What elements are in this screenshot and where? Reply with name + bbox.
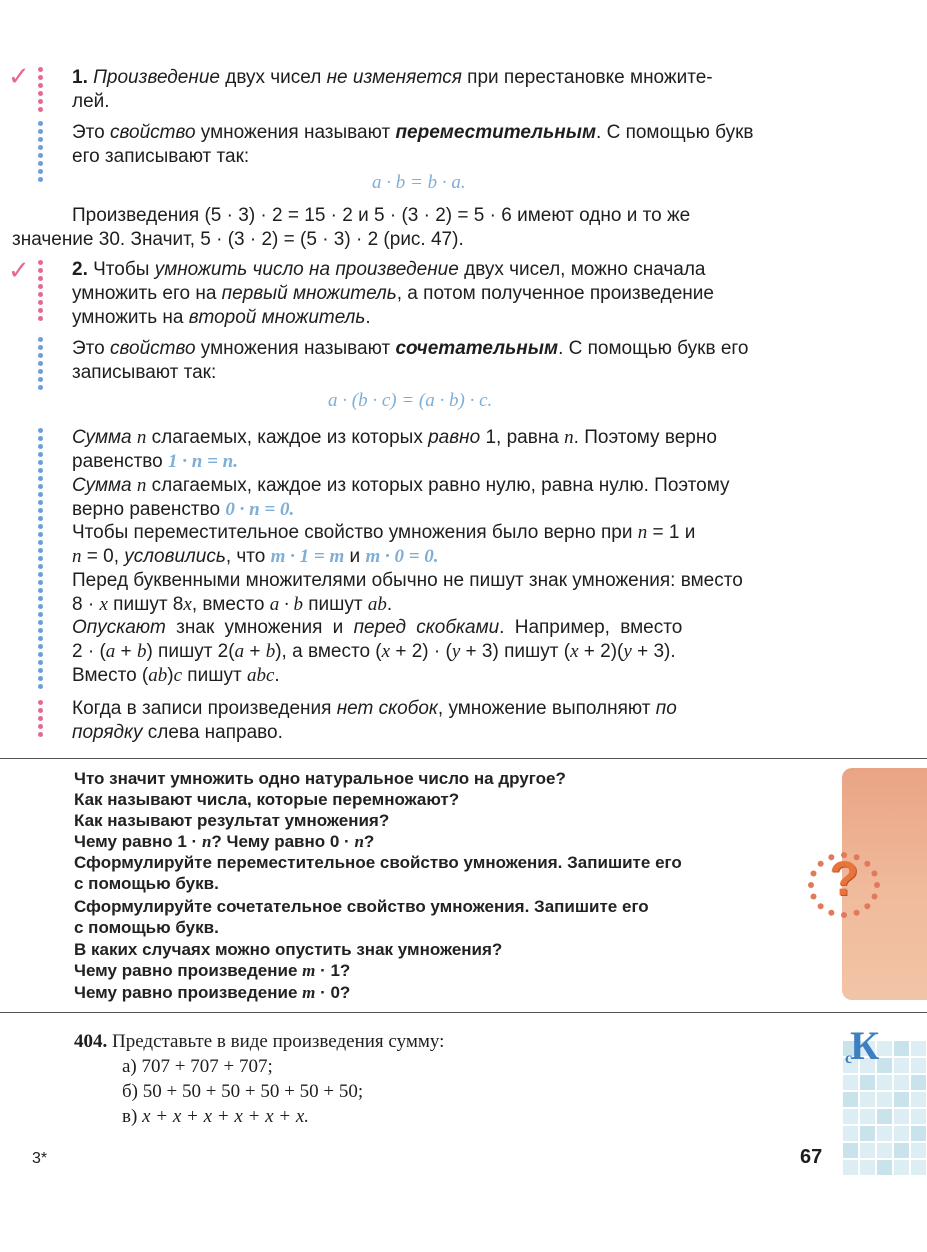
grid-cell [894, 1092, 909, 1107]
margin-dot [38, 268, 43, 273]
margin-dot [38, 572, 43, 577]
margin-dots-pink [38, 67, 44, 115]
brackets-line1: Опускают знак умножения и перед скобками. Например, вместо [72, 617, 683, 638]
margin-dot [38, 260, 43, 265]
question-2: Как называют числа, которые перемножают? [74, 790, 460, 809]
question-5-cont: с помощью букв. [74, 874, 219, 893]
grid-cell [877, 1041, 892, 1056]
grid-cell [860, 1143, 875, 1158]
grid-cell [860, 1092, 875, 1107]
margin-dot [38, 708, 43, 713]
section-divider-top [0, 758, 927, 759]
page-number: 67 [800, 1146, 823, 1168]
grid-cell [843, 1075, 858, 1090]
margin-dot [38, 596, 43, 601]
margin-dot [38, 700, 43, 705]
margin-dot [38, 652, 43, 657]
exercise-404-b: б) 50 + 50 + 50 + 50 + 50 + 50; [122, 1081, 364, 1102]
question-8: Чему равно произведение m · 1? [74, 961, 351, 980]
grid-cell [911, 1075, 926, 1090]
margin-dot [38, 337, 43, 342]
margin-dot [38, 620, 43, 625]
omit-sign-line2: 8 · x пишут 8x, вместо a · b пишут ab. [72, 594, 393, 615]
question-5: Сформулируйте переместительное свойство умножения. Запишите его [74, 853, 682, 872]
margin-dot [38, 732, 43, 737]
question-mark-icon: ? [829, 853, 859, 906]
grid-cell [911, 1143, 926, 1158]
margin-dot [38, 548, 43, 553]
ring-dot [811, 871, 817, 877]
margin-dot [38, 556, 43, 561]
margin-dot [38, 377, 43, 382]
margin-dot [38, 636, 43, 641]
associative-formula: a · (b · c) = (a · b) · c. [328, 390, 493, 411]
rule1-line2: лей. [72, 91, 110, 112]
grid-cell [911, 1041, 926, 1056]
grid-cell [894, 1058, 909, 1073]
convention-line2: n = 0, условились, что m · 1 = m и m · 0 = 0. [72, 546, 439, 567]
margin-dot [38, 580, 43, 585]
margin-dot [38, 460, 43, 465]
grid-cell [843, 1160, 858, 1175]
example-line1: Произведения (5 · 3) · 2 = 15 · 2 и 5 · (3 · 2) = 5 · 6 имеют одно и то же [72, 205, 691, 226]
margin-dot [38, 300, 43, 305]
rule1-line1: 1. Произведение двух чисел не изменяется при перестановке множите- [72, 67, 713, 88]
sum-ones-line: Сумма n слагаемых, каждое из которых равно 1, равна n. Поэтому верно [72, 427, 717, 448]
margin-dot [38, 524, 43, 529]
margin-dot [38, 83, 43, 88]
margin-dot [38, 604, 43, 609]
order-line2: порядку слева направо. [72, 722, 283, 743]
grid-cell [894, 1109, 909, 1124]
grid-cell [877, 1109, 892, 1124]
convention-line1: Чтобы переместительное свойство умножения было верно при n = 1 и [72, 522, 696, 543]
grid-cell [860, 1109, 875, 1124]
margin-dot [38, 284, 43, 289]
identity-zero-line: верно равенство 0 · n = 0. [72, 499, 295, 520]
margin-dot [38, 644, 43, 649]
signature-mark: 3* [32, 1150, 48, 1167]
margin-dot [38, 684, 43, 689]
margin-dot [38, 660, 43, 665]
grid-cell [877, 1058, 892, 1073]
checkmark-icon: ✓ [8, 61, 30, 91]
margin-dot [38, 476, 43, 481]
associative-line1: Это свойство умножения называют сочетательным. С помощью букв его [72, 338, 749, 359]
commutative-line2: его записывают так: [72, 146, 250, 167]
associative-line2: записывают так: [72, 362, 217, 383]
margin-dots-pink [38, 700, 44, 740]
margin-dot [38, 129, 43, 134]
grid-cell [911, 1109, 926, 1124]
margin-dot [38, 716, 43, 721]
margin-dot [38, 436, 43, 441]
margin-dot [38, 121, 43, 126]
order-line1: Когда в записи произведения нет скобок, умножение выполняют по [72, 698, 677, 719]
margin-dot [38, 516, 43, 521]
grid-cell [860, 1160, 875, 1175]
grid-cell [877, 1092, 892, 1107]
grid-cell [860, 1126, 875, 1141]
margin-dot [38, 508, 43, 513]
question-6-cont: с помощью букв. [74, 918, 219, 937]
margin-dot [38, 316, 43, 321]
commutative-line1: Это свойство умножения называют переместительным. С помощью букв [72, 122, 754, 143]
grid-cell [911, 1126, 926, 1141]
exercise-404-a: а) 707 + 707 + 707; [122, 1056, 273, 1077]
margin-dot [38, 628, 43, 633]
margin-dot [38, 91, 43, 96]
margin-dot [38, 137, 43, 142]
identity-one-line: равенство 1 · n = n. [72, 451, 238, 472]
brackets-line2: 2 · (a + b) пишут 2(a + b), а вместо (x + 2) · (y + 3) пишут (x + 2)(y + 3). [72, 641, 676, 662]
rule2-line1: 2. Чтобы умножить число на произведение двух чисел, можно сначала [72, 259, 706, 280]
margin-dot [38, 345, 43, 350]
margin-dot [38, 145, 43, 150]
margin-dot [38, 588, 43, 593]
question-3: Как называют результат умножения? [74, 811, 390, 830]
example-line2: значение 30. Значит, 5 · (3 · 2) = (5 · 3) · 2 (рис. 47). [12, 229, 464, 250]
omit-sign-line1: Перед буквенными множителями обычно не пишут знак умножения: вместо [72, 570, 743, 591]
grid-cell [894, 1075, 909, 1090]
grid-cell [911, 1092, 926, 1107]
sum-zeros-line: Сумма n слагаемых, каждое из которых равно нулю, равна нулю. Поэтому [72, 475, 730, 496]
margin-dot [38, 177, 43, 182]
margin-dot [38, 99, 43, 104]
grid-cell [843, 1126, 858, 1141]
ring-dot [854, 910, 860, 916]
grid-cell [911, 1058, 926, 1073]
ring-dot [808, 882, 814, 888]
grid-cell [894, 1041, 909, 1056]
checkmark-icon: ✓ [8, 255, 30, 285]
margin-dot [38, 308, 43, 313]
question-1: Что значит умножить одно натуральное число на другое? [74, 769, 566, 788]
margin-dot [38, 107, 43, 112]
question-7: В каких случаях можно опустить знак умножения? [74, 940, 503, 959]
margin-dot [38, 612, 43, 617]
rule2-line2: умножить его на первый множитель, а потом полученное произведение [72, 283, 714, 304]
grid-cell [877, 1075, 892, 1090]
margin-dots-pink [38, 260, 44, 324]
margin-dot [38, 67, 43, 72]
margin-dot [38, 361, 43, 366]
grid-cell [894, 1126, 909, 1141]
margin-dot [38, 492, 43, 497]
margin-dot [38, 500, 43, 505]
grid-cell [911, 1160, 926, 1175]
question-6: Сформулируйте сочетательное свойство умножения. Запишите его [74, 897, 649, 916]
margin-dot [38, 468, 43, 473]
question-9: Чему равно произведение m · 0? [74, 983, 351, 1002]
question-4: Чему равно 1 · n? Чему равно 0 · n? [74, 832, 375, 851]
margin-dots-blue [38, 337, 44, 393]
grid-cell [843, 1092, 858, 1107]
grid-cell [877, 1143, 892, 1158]
margin-dot [38, 292, 43, 297]
margin-dot [38, 161, 43, 166]
margin-dot [38, 676, 43, 681]
margin-dot [38, 668, 43, 673]
ring-dot [871, 893, 877, 899]
grid-cell [843, 1109, 858, 1124]
margin-dot [38, 540, 43, 545]
grid-cell [843, 1143, 858, 1158]
grid-cell [894, 1160, 909, 1175]
ring-dot [871, 871, 877, 877]
ring-dot [874, 882, 880, 888]
section-divider-bottom [0, 1012, 927, 1013]
margin-dot [38, 428, 43, 433]
margin-dots-blue [38, 121, 44, 185]
grid-cell [877, 1126, 892, 1141]
margin-dot [38, 276, 43, 281]
margin-dot [38, 385, 43, 390]
margin-dot [38, 564, 43, 569]
brackets-line3: Вместо (ab)c пишут abc. [72, 665, 280, 686]
ring-dot [828, 910, 834, 916]
exercise-404-title: 404. Представьте в виде произведения сумму: [74, 1031, 445, 1052]
margin-dot [38, 369, 43, 374]
margin-dot [38, 75, 43, 80]
rule2-line3: умножить на второй множитель. [72, 307, 371, 328]
k-level-badge: сК [845, 1023, 880, 1068]
margin-dot [38, 444, 43, 449]
margin-dot [38, 484, 43, 489]
grid-cell [860, 1075, 875, 1090]
ring-dot [811, 893, 817, 899]
margin-dots-blue [38, 428, 44, 692]
ring-dot [841, 912, 847, 918]
commutative-formula: a · b = b · a. [372, 172, 466, 193]
margin-dot [38, 452, 43, 457]
margin-dot [38, 532, 43, 537]
exercise-404-c: в) x + x + x + x + x + x. [122, 1106, 310, 1127]
margin-dot [38, 153, 43, 158]
grid-cell [894, 1143, 909, 1158]
margin-dot [38, 169, 43, 174]
grid-cell [877, 1160, 892, 1175]
margin-dot [38, 353, 43, 358]
margin-dot [38, 724, 43, 729]
